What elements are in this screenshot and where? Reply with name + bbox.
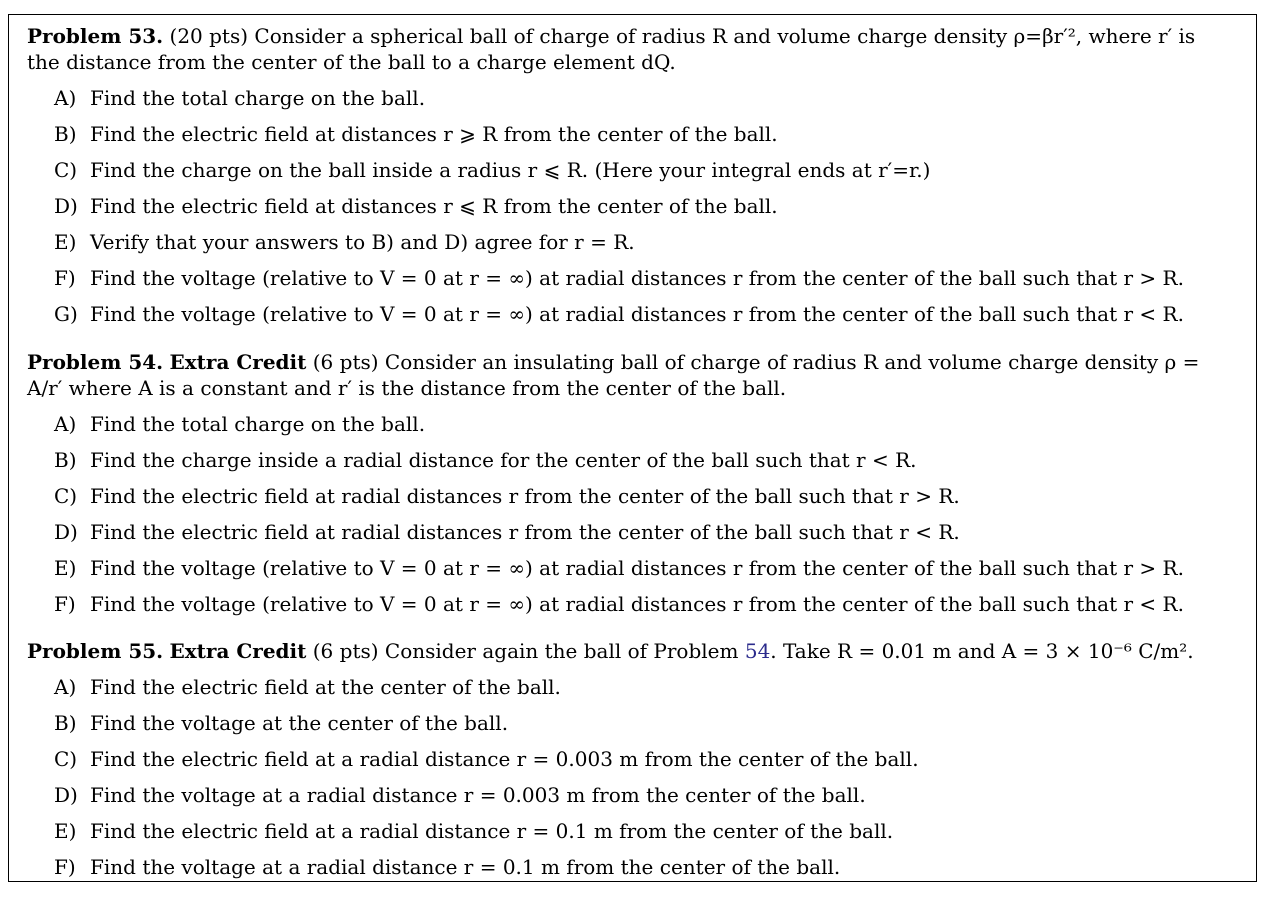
part-text: Find the electric field at radial distances r from the center of the ball such that r > R.	[90, 484, 960, 508]
problem-53-part-e	[27, 224, 1232, 260]
problem-53	[27, 23, 1232, 332]
part-letter: D)	[54, 783, 78, 807]
problem-set-frame	[8, 14, 1257, 882]
part-text: Find the electric field at distances r ⩾ R from the center of the ball.	[90, 122, 778, 146]
problem-55-description: (6 pts) Consider again the ball of Problem	[312, 639, 739, 663]
problem-55-part-f	[27, 849, 1232, 885]
part-letter: A)	[54, 675, 77, 699]
problem-55-intro	[27, 638, 1232, 664]
problem-55-part-d	[27, 777, 1232, 813]
part-letter: C)	[54, 158, 78, 182]
part-letter: D)	[54, 194, 78, 218]
problem-53-part-d	[27, 188, 1232, 224]
problem-53-part-f	[27, 260, 1232, 296]
problem-54-parts	[27, 406, 1232, 622]
problem-53-intro	[27, 23, 1232, 75]
part-letter: G)	[54, 302, 78, 326]
part-text: Find the total charge on the ball.	[90, 412, 426, 436]
part-letter: B)	[54, 122, 77, 146]
problem-53-parts	[27, 80, 1232, 332]
part-letter: B)	[54, 711, 77, 735]
part-text: Find the total charge on the ball.	[90, 86, 426, 110]
part-letter: D)	[54, 520, 78, 544]
problem-54-part-b	[27, 442, 1232, 478]
part-text: Find the charge inside a radial distance for the center of the ball such that r < R.	[90, 448, 917, 472]
problem-55-part-e	[27, 813, 1232, 849]
part-text: Find the voltage (relative to V = 0 at r = ∞) at radial distances r from the center of the ball such that r < R.	[90, 592, 1184, 616]
part-letter: B)	[54, 448, 77, 472]
problem-53-description: (20 pts) Consider a spherical ball of charge of radius R and volume charge density ρ=βr′², where r′ is the distance from the center of the ball to a charge element dQ.	[27, 24, 1196, 74]
problem-54-extra-credit: Extra Credit	[169, 350, 307, 374]
part-letter: C)	[54, 747, 78, 771]
problem-53-part-b	[27, 116, 1232, 152]
part-letter: F)	[54, 855, 76, 879]
part-text: Find the voltage (relative to V = 0 at r = ∞) at radial distances r from the center of the ball such that r < R.	[90, 302, 1184, 326]
part-text: Find the electric field at radial distances r from the center of the ball such that r < R.	[90, 520, 960, 544]
part-text: Find the electric field at a radial distance r = 0.003 m from the center of the ball.	[90, 747, 919, 771]
problem-54-link[interactable]: 54	[744, 639, 771, 663]
problem-55-description-end: . Take R = 0.01 m and A = 3 × 10⁻⁶ C/m².	[770, 639, 1194, 663]
problem-54-description: (6 pts) Consider an insulating ball of charge of radius R and volume charge density ρ = A/r′ where A is a constant and r′ is the distance from the center of the ball.	[27, 350, 1200, 400]
part-letter: E)	[54, 556, 77, 580]
problem-55-part-c	[27, 741, 1232, 777]
part-letter: A)	[54, 412, 77, 436]
part-text: Find the voltage at a radial distance r = 0.1 m from the center of the ball.	[90, 855, 841, 879]
problem-54-part-a	[27, 406, 1232, 442]
part-letter: F)	[54, 266, 76, 290]
part-text: Find the voltage at the center of the ball.	[90, 711, 509, 735]
problem-54-title: Problem 54.	[27, 350, 164, 374]
problem-54-intro	[27, 349, 1232, 401]
problem-54-part-e	[27, 550, 1232, 586]
part-text: Verify that your answers to B) and D) agree for r = R.	[90, 230, 635, 254]
problem-55-parts	[27, 669, 1232, 885]
part-text: Find the voltage (relative to V = 0 at r = ∞) at radial distances r from the center of the ball such that r > R.	[90, 266, 1184, 290]
problem-53-part-g	[27, 296, 1232, 332]
part-letter: C)	[54, 484, 78, 508]
problem-55-part-a	[27, 669, 1232, 705]
part-text: Find the voltage at a radial distance r = 0.003 m from the center of the ball.	[90, 783, 866, 807]
part-letter: A)	[54, 86, 77, 110]
problem-55-extra-credit: Extra Credit	[169, 639, 307, 663]
part-letter: F)	[54, 592, 76, 616]
problem-54-part-d	[27, 514, 1232, 550]
problem-53-part-c	[27, 152, 1232, 188]
part-letter: E)	[54, 230, 77, 254]
problem-54	[27, 349, 1232, 622]
problem-54-part-c	[27, 478, 1232, 514]
part-text: Find the electric field at distances r ⩽ R from the center of the ball.	[90, 194, 778, 218]
part-text: Find the electric field at the center of the ball.	[90, 675, 561, 699]
part-letter: E)	[54, 819, 77, 843]
problem-54-part-f	[27, 586, 1232, 622]
problem-55-part-b	[27, 705, 1232, 741]
problem-53-part-a	[27, 80, 1232, 116]
part-text: Find the charge on the ball inside a radius r ⩽ R. (Here your integral ends at r′=r.)	[90, 158, 931, 182]
problem-53-title: Problem 53.	[27, 24, 164, 48]
problem-55-title: Problem 55.	[27, 639, 164, 663]
part-text: Find the voltage (relative to V = 0 at r = ∞) at radial distances r from the center of the ball such that r > R.	[90, 556, 1184, 580]
part-text: Find the electric field at a radial distance r = 0.1 m from the center of the ball.	[90, 819, 894, 843]
problem-55	[27, 638, 1232, 885]
